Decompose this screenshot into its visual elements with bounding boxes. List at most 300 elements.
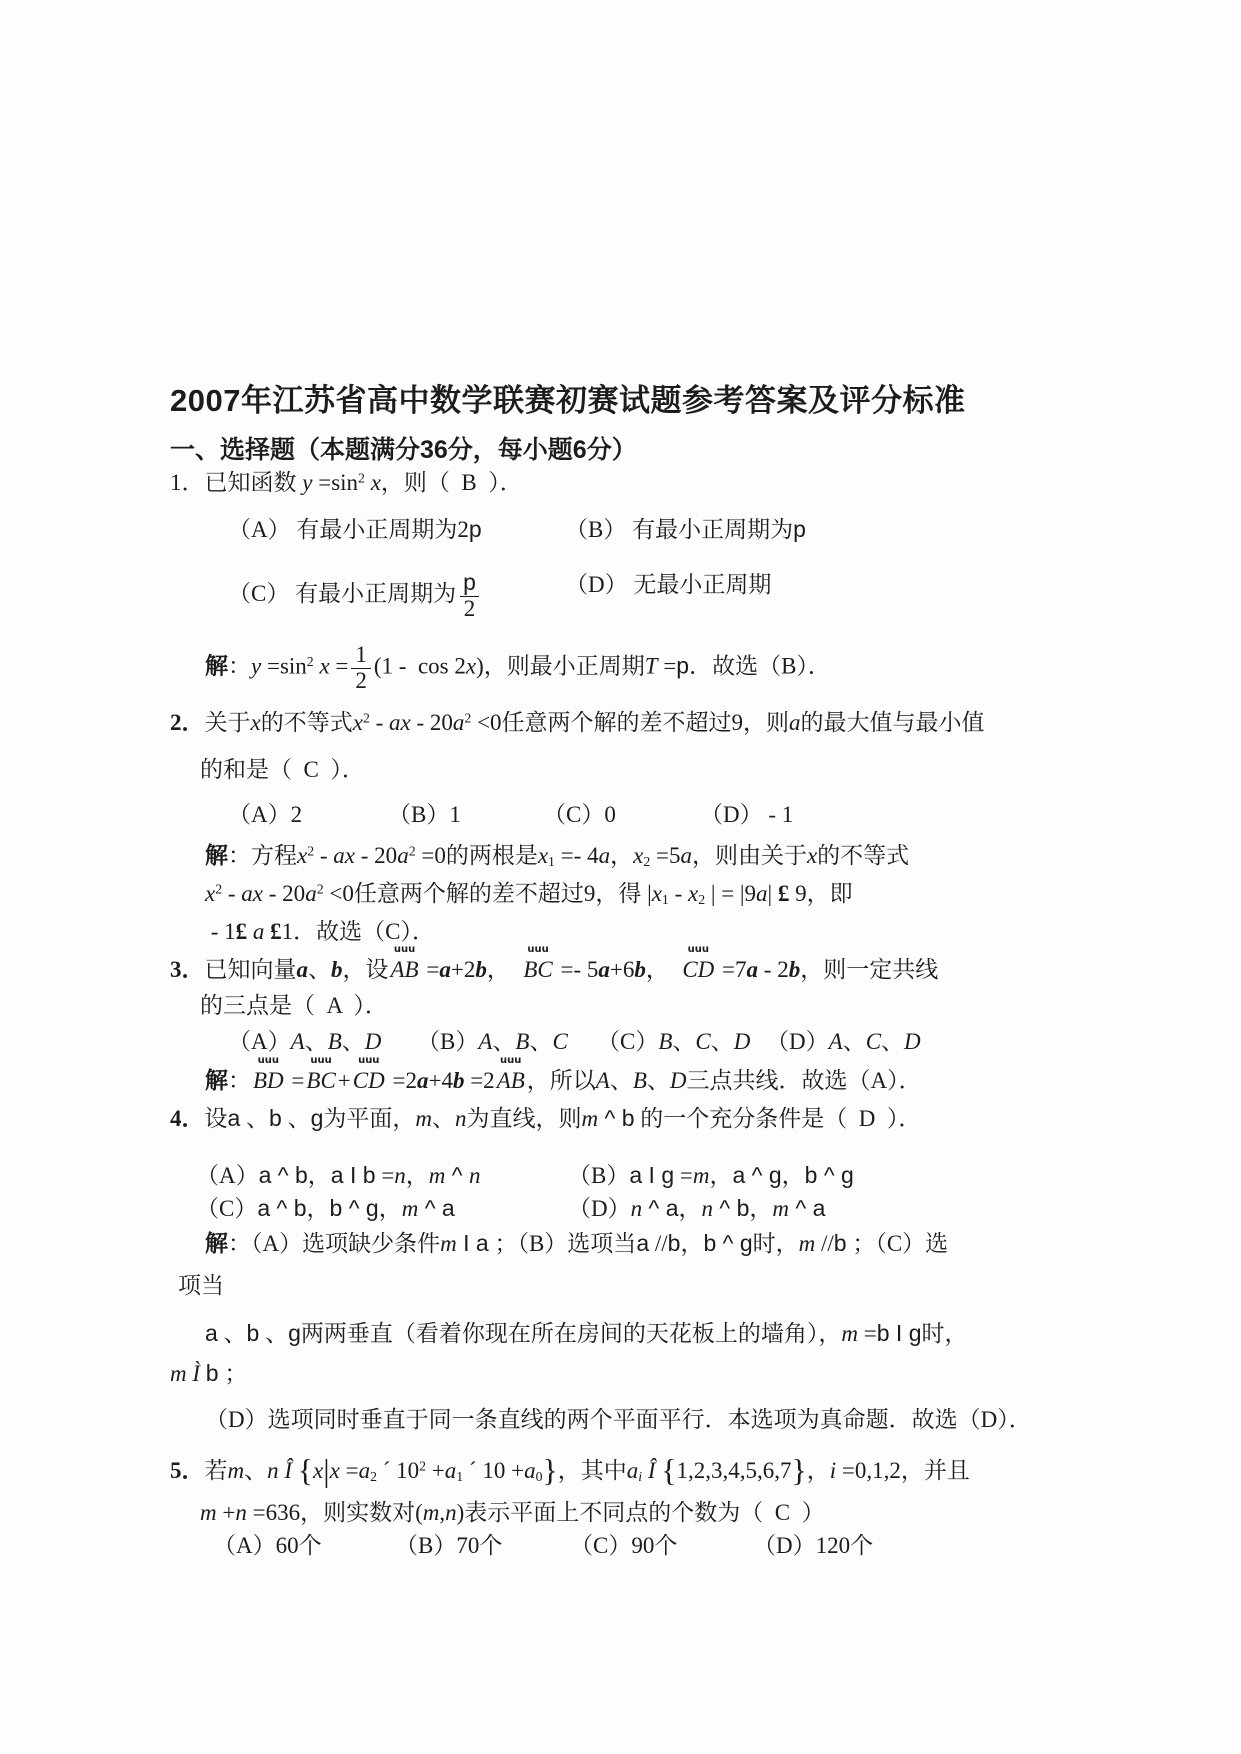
fraction (351, 643, 371, 694)
text-segment: g (908, 1320, 922, 1346)
vector-letters: CD (682, 957, 715, 982)
text-segment: =5 (650, 843, 681, 868)
text-segment: （D） 无最小正周期 (565, 572, 772, 597)
text-segment: b (452, 1068, 465, 1093)
text-segment: 为直线，则 (466, 1106, 582, 1131)
vector-arrow-icon: uuu (310, 1055, 332, 1066)
text-segment: =0,1,2 (836, 1458, 901, 1484)
text-segment: ^ (270, 1195, 294, 1221)
text-segment: ， (749, 1196, 773, 1221)
text-segment: （A）2 (228, 802, 303, 827)
text-segment: ax (333, 843, 356, 868)
text-segment: （D）选项同时垂直于同一条直线的两个平面平行．本选项为真命题．故选（D）． (205, 1407, 1032, 1432)
text-segment: 1．已知函数 (170, 470, 303, 495)
text-segment: = (375, 1163, 395, 1188)
text-segment: （C） (196, 1196, 258, 1221)
text-segment: } (542, 1453, 558, 1488)
text-segment: 时， (752, 1231, 799, 1256)
text-segment: 、 (259, 1321, 289, 1346)
text-segment: 时， (921, 1321, 968, 1346)
text-segment: x (205, 881, 216, 906)
text-segment: b (788, 957, 801, 982)
text-segment: 两两垂直（看着你现在所在房间的天花板上的墙角）， (300, 1321, 842, 1346)
text-segment: a (330, 1162, 344, 1188)
text-segment: i (638, 1469, 643, 1485)
vector-letters: AB (496, 1068, 525, 1093)
text-segment: b (634, 957, 646, 982)
vector-arrow-icon: uuu (500, 1055, 522, 1066)
text-segment: （D） - 1 (700, 802, 794, 827)
q1-solution (205, 643, 831, 694)
text-segment: 设 (204, 1106, 228, 1131)
text-segment: 、 (881, 1029, 905, 1054)
text-segment: { (297, 1453, 314, 1488)
vector-expression (523, 944, 553, 985)
text-segment: g (365, 1195, 379, 1221)
text-segment: b (331, 957, 343, 982)
text-segment: ax (241, 881, 264, 906)
text-segment: 、 (609, 1068, 633, 1093)
q1-stem (170, 468, 523, 498)
text-segment: ， (378, 1196, 402, 1221)
text-segment: m (440, 1231, 457, 1256)
text-segment: n (267, 1458, 279, 1484)
text-segment: ， (306, 1196, 330, 1221)
text-segment: ^ (642, 1195, 666, 1221)
text-segment: g (768, 1162, 782, 1188)
text-segment: 2 (643, 854, 651, 870)
vector-letters: BC (523, 957, 553, 982)
text-segment: 三点共线．故选（A）． (686, 1068, 922, 1093)
text-segment: x (633, 843, 644, 868)
q4-solution-line2 (178, 1271, 224, 1301)
text-segment: ^ (598, 1105, 622, 1131)
text-segment: - (314, 843, 334, 868)
text-segment: p (463, 569, 476, 595)
text-segment: D (904, 1029, 921, 1054)
text-segment: p (793, 516, 806, 542)
text-segment: n (701, 1196, 713, 1221)
text-segment: a (636, 1230, 650, 1256)
q2-option-b (388, 800, 461, 830)
text-segment: b (269, 1105, 282, 1131)
text-segment: x (651, 881, 662, 906)
text-segment: a (598, 957, 610, 982)
text-segment: ， (806, 1458, 830, 1484)
text-segment: b (876, 1320, 890, 1346)
text-segment: , (439, 1500, 446, 1525)
text-segment: D (733, 1029, 751, 1054)
text-segment: ，设 (342, 957, 389, 982)
text-segment: + (216, 1500, 236, 1525)
text-segment: 、 (244, 1458, 268, 1484)
text-segment: £ (235, 919, 248, 944)
text-segment: 的和是（ C ）． (200, 757, 365, 782)
text-segment: n (394, 1163, 406, 1188)
text-segment: ，则由关于 (691, 843, 807, 868)
text-segment: 为平面， (323, 1106, 416, 1131)
text-segment: p (676, 652, 690, 679)
text-segment: I (642, 1162, 662, 1188)
text-segment: a (598, 843, 611, 868)
text-segment: =0 (415, 843, 446, 868)
text-segment: 的三点是（ A ）． (200, 993, 388, 1018)
vector-arrow-icon: uuu (687, 944, 709, 955)
text-segment: g (841, 1162, 854, 1188)
q1-option-a (228, 514, 482, 545)
text-segment: 的最大值与最小值 (800, 710, 985, 735)
text-segment: =- 5 (554, 957, 599, 982)
q4-option-c (196, 1193, 455, 1224)
text-segment: a (452, 710, 465, 735)
q4-option-a (196, 1160, 481, 1191)
text-segment: （A） (228, 1029, 291, 1054)
text-segment: +6 (609, 957, 635, 982)
text-segment: a (441, 1195, 455, 1221)
text-segment: g (288, 1320, 301, 1346)
text-segment: ^ (745, 1162, 769, 1188)
text-segment: 2 (362, 710, 370, 726)
text-segment: = (657, 653, 677, 679)
text-segment: ^ (418, 1195, 442, 1221)
text-segment: 、 (842, 1029, 866, 1054)
text-segment: b (246, 1320, 260, 1346)
text-segment: 2 (355, 667, 367, 693)
text-segment: 的一个充分条件是（ D ）． (634, 1106, 922, 1131)
text-segment: （C） (597, 1029, 659, 1054)
text-segment: a (732, 1162, 746, 1188)
text-segment: m (798, 1231, 816, 1256)
text-segment: 4． (170, 1106, 205, 1131)
text-segment: ：方程 (228, 843, 297, 868)
text-segment: 解 (205, 653, 228, 679)
text-segment: 、 (646, 1068, 670, 1093)
text-segment: a (680, 843, 692, 868)
text-segment: = (329, 653, 349, 679)
text-segment: m (772, 1196, 789, 1221)
text-segment: m (415, 1106, 433, 1131)
text-segment: m (422, 1500, 440, 1525)
text-segment: （B） (417, 1029, 479, 1054)
text-segment: x (250, 710, 261, 735)
text-segment: x (352, 710, 363, 735)
text-segment: （D） (766, 1029, 829, 1054)
text-segment: 解 (205, 843, 228, 868)
text-segment: （C）90个 (570, 1533, 678, 1558)
text-segment: I (889, 1320, 909, 1346)
text-segment: ax (389, 710, 411, 735)
text-segment: C (695, 1029, 711, 1054)
text-segment: y (302, 470, 313, 495)
text-segment: （D） (568, 1196, 631, 1221)
text-segment: Î (647, 1458, 656, 1484)
text-segment: =2 (464, 1068, 495, 1093)
text-segment: 解 (205, 1231, 228, 1256)
text-segment: b (475, 957, 487, 982)
q4-solution-line5 (205, 1405, 1032, 1435)
text-segment: ； (218, 1361, 248, 1386)
text-segment: a (524, 1458, 536, 1484)
text-segment: i (829, 1458, 837, 1484)
text-segment: m (401, 1196, 419, 1221)
text-segment: ^ (789, 1195, 813, 1221)
text-segment: 2 (316, 881, 324, 897)
text-segment: m (227, 1458, 245, 1484)
text-segment: ；（B）选项当 (488, 1231, 637, 1256)
text-segment: g (661, 1162, 675, 1188)
text-segment: I (456, 1230, 476, 1256)
text-segment: 、 (529, 1029, 553, 1054)
text-segment: 、 (217, 1321, 247, 1346)
q5-option-d (753, 1531, 873, 1561)
text-segment: x (806, 843, 818, 868)
text-segment: =sin (261, 653, 307, 679)
q1-option-c (228, 570, 483, 622)
text-segment: A (290, 1029, 305, 1054)
vector-arrow-icon: uuu (358, 1055, 380, 1066)
text-segment: x (364, 470, 381, 495)
text-segment: 10 + (482, 1458, 525, 1484)
text-segment: | (767, 881, 778, 906)
text-segment: （B） (568, 1163, 630, 1188)
q4-solution-line1 (205, 1228, 948, 1259)
text-segment: ，则（ B ）． (380, 470, 523, 495)
text-segment: ， (678, 1196, 702, 1221)
text-segment: a (756, 881, 768, 906)
text-segment: - 20 (410, 710, 453, 735)
text-segment: ´ (463, 1458, 483, 1484)
vector-arrow-icon: uuu (257, 1055, 280, 1066)
text-segment: =7 (716, 957, 747, 982)
text-segment: 2 (464, 710, 472, 726)
text-segment: ： (228, 653, 251, 679)
text-segment: ， (680, 1231, 704, 1256)
text-segment: （B）70个 (395, 1533, 503, 1558)
text-segment: <0 (323, 881, 354, 906)
text-segment: a (439, 957, 451, 982)
text-segment: b (736, 1195, 750, 1221)
text-segment: 5． (170, 1458, 205, 1484)
text-segment: - (369, 710, 390, 735)
text-segment: 10 (396, 1458, 420, 1484)
vector-expression (496, 1055, 525, 1096)
text-segment: （D）120个 (753, 1533, 874, 1558)
text-segment: 9，即 (789, 881, 853, 906)
q4-solution-line4 (170, 1358, 247, 1389)
vector-expression (306, 1055, 336, 1096)
q2-option-a (228, 800, 302, 830)
text-segment: b (667, 1230, 681, 1256)
q5-option-c (570, 1531, 677, 1561)
text-segment: 2 (419, 1458, 427, 1474)
q3-stem-line1 (170, 944, 939, 985)
q4-option-d (568, 1193, 825, 1224)
text-segment: Ì (186, 1361, 206, 1386)
vector-expression (682, 944, 715, 985)
vector-expression (352, 1055, 385, 1096)
text-segment: 1．故选（C）． (281, 919, 436, 944)
text-segment: | (323, 1453, 330, 1488)
q5-option-b (395, 1531, 502, 1561)
text-segment: = (858, 1321, 877, 1346)
text-segment: + (337, 1068, 351, 1093)
text-segment: 2 (306, 654, 314, 670)
text-segment: ^ (342, 1195, 366, 1221)
vector-expression (253, 1055, 284, 1096)
text-segment: p (468, 516, 482, 542)
text-segment: Î (284, 1458, 293, 1484)
q3-option-d (766, 1027, 921, 1057)
text-segment: ， (486, 957, 522, 982)
text-segment: B (515, 1029, 530, 1054)
text-segment: 、 (341, 1029, 365, 1054)
q2-stem-line2 (200, 755, 365, 785)
text-segment: 、 (304, 1029, 328, 1054)
text-segment: a (629, 1162, 643, 1188)
text-segment: ．故选（B）． (689, 653, 831, 679)
text-segment: b (833, 1230, 847, 1256)
text-segment: y (251, 653, 262, 679)
q5-stem-line2 (200, 1498, 825, 1528)
q3-option-b (417, 1027, 568, 1057)
text-segment: b (329, 1195, 343, 1221)
text-segment: ， (645, 957, 681, 982)
text-segment: D (364, 1029, 382, 1054)
text-segment: 的不等式 (260, 710, 353, 735)
text-segment: 任意两个解的差不超过9，得 | (353, 881, 652, 906)
text-segment: ，其中 (557, 1458, 627, 1484)
text-segment: x (465, 653, 477, 679)
text-segment: b (703, 1230, 717, 1256)
text-segment: 2 (408, 843, 416, 859)
text-segment: // (649, 1231, 668, 1256)
text-segment: - 20 (355, 843, 398, 868)
text-segment: <0 (471, 710, 502, 735)
text-segment: 1 (355, 642, 367, 667)
text-segment: 2 (698, 892, 706, 908)
q3-option-c (597, 1027, 750, 1057)
text-segment: =2 (386, 1068, 417, 1093)
text-segment: 项当 (178, 1273, 224, 1298)
text-segment: 的两根是 (445, 843, 538, 868)
text-segment: | = |9 (705, 881, 757, 906)
text-segment: )表示平面上不同点的个数为（ C ） (456, 1500, 825, 1525)
text-segment: 关于 (204, 710, 251, 735)
text-segment: a (789, 710, 801, 735)
text-segment: =sin (312, 470, 359, 495)
text-segment: B (658, 1029, 673, 1054)
vector-expression (390, 944, 419, 985)
q3-solution (205, 1055, 922, 1096)
q3-option-a (228, 1027, 381, 1057)
text-segment: ；（C）选 (846, 1231, 949, 1256)
q2-solution-line2 (205, 879, 853, 909)
text-segment: n (630, 1196, 643, 1221)
text-segment: （C）0 (543, 802, 616, 827)
vector-letters: BC (306, 1068, 336, 1093)
text-segment: - 20 (263, 881, 306, 906)
text-segment: I (343, 1162, 363, 1188)
text-segment: ， (709, 1163, 733, 1188)
text-segment: C (552, 1029, 568, 1054)
text-segment: B (327, 1029, 342, 1054)
text-segment: ´ (376, 1458, 397, 1484)
text-segment: a (305, 881, 317, 906)
text-segment: （B）1 (388, 802, 461, 827)
text-segment: A (828, 1029, 843, 1054)
text-segment: n (455, 1106, 467, 1131)
q1-option-d (565, 570, 771, 600)
text-segment: m (170, 1361, 187, 1386)
text-segment: a (257, 1195, 271, 1221)
text-segment: 、 (672, 1029, 696, 1054)
text-segment: ^ (817, 1162, 842, 1188)
text-segment: b (804, 1162, 818, 1188)
text-segment: = (674, 1163, 693, 1188)
q4-solution-line3 (205, 1318, 968, 1349)
text-segment: b (205, 1360, 219, 1386)
text-segment: 2 (215, 881, 223, 897)
text-segment: a (812, 1195, 826, 1221)
text-segment: a (358, 1458, 371, 1484)
text-segment: A (595, 1068, 610, 1093)
text-segment: - 1 (205, 919, 236, 944)
text-segment: g (739, 1230, 753, 1256)
q4-stem (170, 1103, 921, 1134)
text-segment: ，并且 (900, 1458, 970, 1484)
text-segment: a (746, 957, 759, 982)
text-segment: g (310, 1105, 324, 1131)
text-segment: } (791, 1453, 807, 1488)
text-segment: =- 4 (554, 843, 599, 868)
q4-option-b (568, 1160, 854, 1191)
text-segment: 解 (205, 1068, 228, 1093)
text-segment: 任意两个解的差不超过9，则 (501, 710, 790, 735)
text-segment: 的不等式 (817, 843, 910, 868)
text-segment: ^ (716, 1230, 740, 1256)
q2-solution-line3 (205, 917, 435, 947)
text-segment: a (416, 1068, 429, 1093)
text-segment: ^ (271, 1162, 295, 1188)
text-segment: b (621, 1105, 635, 1131)
text-segment: = (339, 1458, 359, 1484)
q2-option-d (700, 800, 793, 830)
text-segment: 已知向量 (204, 957, 297, 982)
text-segment: = (285, 1068, 305, 1093)
vector-letters: BD (253, 1068, 284, 1093)
text-segment: 、 (281, 1106, 311, 1131)
text-segment: = (420, 957, 440, 982)
text-segment: ，则一定共线 (800, 957, 939, 982)
text-segment: T (644, 653, 658, 679)
text-segment: a (252, 919, 265, 944)
text-segment: （A） 有最小正周期为2 (228, 517, 469, 542)
text-segment: + (426, 1458, 445, 1484)
q3-stem-line2 (200, 991, 388, 1021)
text-segment: =636，则实数对( (246, 1500, 423, 1525)
text-segment: a (296, 957, 308, 982)
text-segment: D (669, 1068, 687, 1093)
q2-stem-line1 (170, 708, 985, 738)
text-segment: 、 (492, 1029, 516, 1054)
text-segment: 2 (370, 1469, 377, 1485)
text-segment: 1,2,3,4,5,6,7 (676, 1458, 792, 1484)
text-segment: 2 (463, 595, 476, 621)
text-segment: a (444, 1458, 457, 1484)
text-segment: x (313, 653, 330, 679)
text-segment: 、 (240, 1106, 270, 1131)
text-segment: £ (777, 881, 790, 906)
